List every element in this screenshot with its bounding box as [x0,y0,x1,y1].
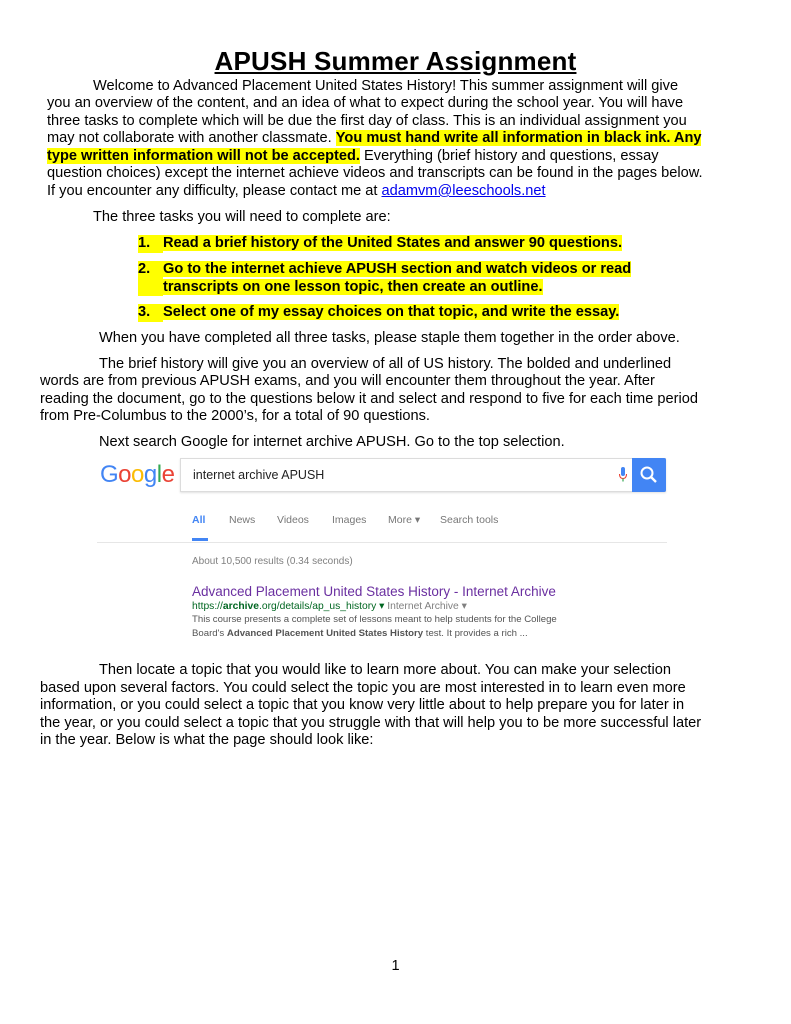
task-text: Go to the internet achieve APUSH section and watch videos or read [163,261,632,277]
search-icon [632,458,666,492]
hand-write-requirement: You must hand write all information in black ink. Any [335,130,702,146]
staple-note: When you have completed all three tasks, please staple them together in the order above. [99,330,680,346]
result-source[interactable]: Internet Archive ▾ [387,601,467,612]
task-number: 2. [138,261,163,296]
tab-images[interactable]: Images [332,514,367,526]
tab-all[interactable]: All [192,514,206,526]
url-prefix: https:// [192,601,223,612]
snippet-line-2-post: test. It provides a rich ... [423,628,528,639]
task-text: Select one of my essay choices on that topic, and write the essay. [163,304,620,320]
history-line-1: The brief history will give you an overview of all of US history. The bolded and underlined [99,356,672,372]
result-title-link[interactable]: Advanced Placement United States History - Internet Archive [192,584,556,599]
intro-line-2: you an overview of the content, and an idea of what to expect during the school year. You will have [47,95,684,111]
active-tab-indicator [192,538,208,541]
result-snippet [192,613,612,641]
microphone-icon[interactable] [619,467,627,483]
url-path[interactable]: .org/details/ap_us_history ▾ [258,601,385,612]
task-item-3 [138,304,619,322]
intro-line-3: three tasks to complete which will be due the first day of class. This is an individual assignment you [47,113,687,129]
topic-line-2: based upon several factors. You could select the topic you are most interested in to learn even more [40,680,686,696]
intro-line-1: Welcome to Advanced Placement United States History! This summer assignment will give [93,78,679,94]
topic-line-1: Then locate a topic that you would like to learn more about. You can make your selection [99,662,671,678]
contact-text: If you encounter any difficulty, please contact me at [47,183,382,199]
tab-news[interactable]: News [229,514,256,526]
history-line-4: from Pre-Columbus to the 2000’s, for a total of 90 questions. [40,408,430,424]
search-note: Next search Google for internet archive APUSH. Go to the top selection. [99,434,565,450]
task-item-2 [138,261,631,296]
history-line-3: reading the document, go to the questions below it and select and respond to five for each time period [40,391,698,407]
intro-line-5 [47,148,659,166]
intro-line-7 [47,183,546,201]
result-stats: About 10,500 results (0.34 seconds) [192,556,353,567]
tabs-divider [97,542,667,543]
intro-line-4-text: may not collaborate with another classmate. [47,130,336,146]
topic-line-3: information, or you could select a topic that you know very little about to help prepare you for later in [40,697,685,713]
url-domain: archive [222,601,259,612]
task-number: 3. [138,304,163,322]
tab-more[interactable]: More ▾ [388,514,421,526]
snippet-line-2-bold: Advanced Placement United States History [226,628,424,639]
intro-line-5-text: Everything (brief history and questions, essay [360,148,659,164]
history-line-2: words are from previous APUSH exams, and you will encounter them throughout the year. After [40,373,655,389]
tasks-intro: The three tasks you will need to complete are: [93,209,391,225]
intro-line-4 [47,130,701,148]
google-search-screenshot [97,452,667,652]
google-logo: Google [100,461,175,488]
topic-line-4: the year, or you could select a topic that you struggle with that will help you to be more successful later [40,715,702,731]
tab-videos[interactable]: Videos [277,514,309,526]
search-button[interactable] [632,458,666,492]
page-number: 1 [391,958,400,974]
email-link[interactable]: adamvm@leeschools.net [381,183,546,199]
result-url [192,600,467,612]
tab-search-tools[interactable]: Search tools [440,514,499,526]
task-number: 1. [138,235,163,253]
typed-not-accepted-warning: type written information will not be accepted. [47,148,360,164]
search-box[interactable] [180,458,666,492]
intro-line-6: question choices) except the internet achieve videos and transcripts can be found in the pages below. [47,165,703,181]
task-text-cont: transcripts on one lesson topic, then create an outline. [163,278,543,295]
topic-line-5: in the year. Below is what the page should look like: [40,732,374,748]
task-item-1 [138,235,622,253]
page-title: APUSH Summer Assignment [214,46,577,76]
snippet-line-1: This course presents a complete set of lessons meant to help students for the College [192,614,557,625]
search-query: internet archive APUSH [193,468,325,482]
snippet-line-2-pre: Board's [192,628,227,639]
task-text: Read a brief history of the United States and answer 90 questions. [163,235,622,251]
